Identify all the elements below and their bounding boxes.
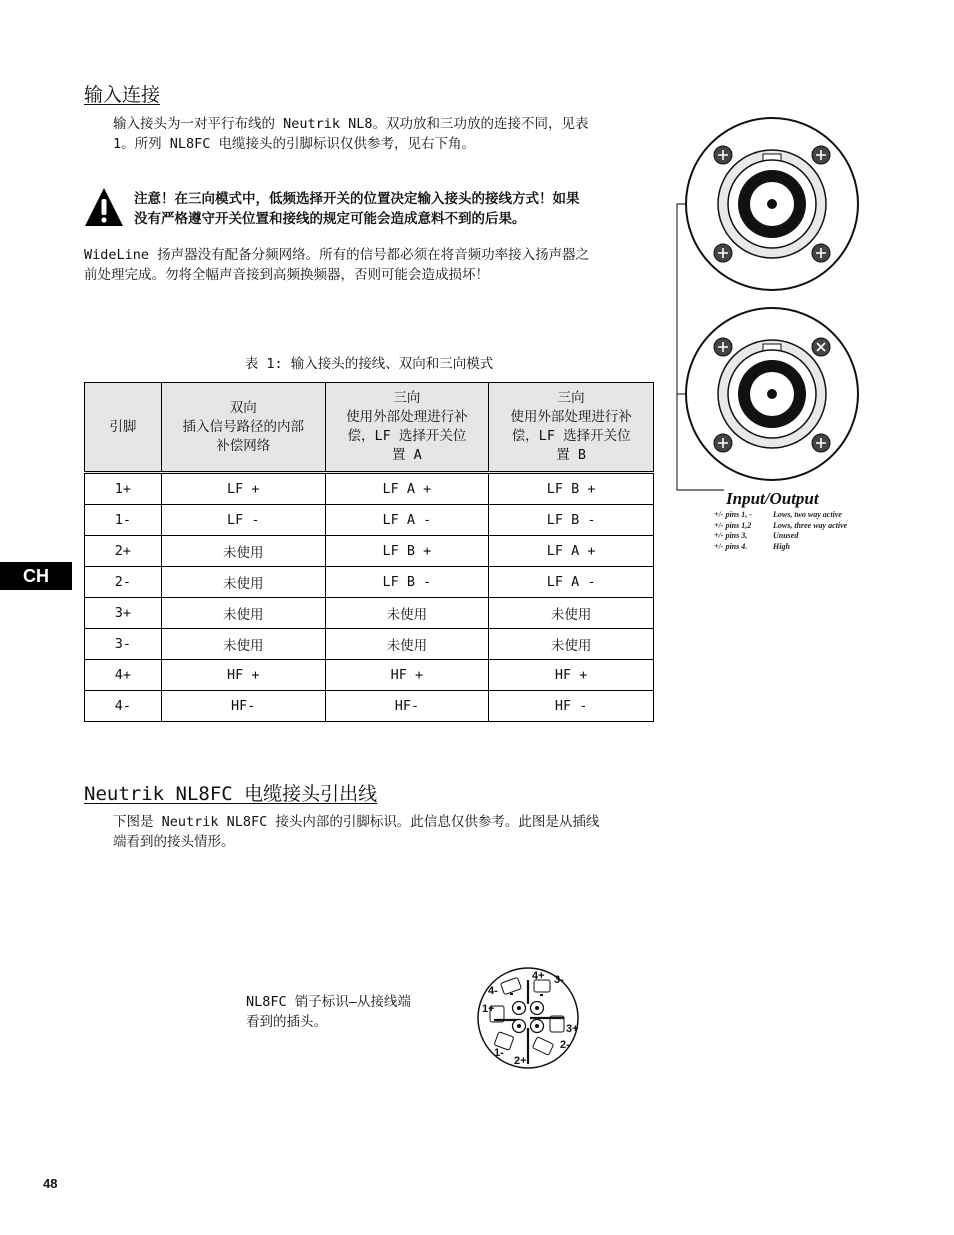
nl8fc-paragraph	[113, 812, 673, 852]
pin-label: 1+	[482, 1003, 495, 1015]
wideline-line-2: 前处理完成。勿将全幅声音接到高频换频器，否则可能会造成损坏！	[84, 267, 489, 283]
intro-line-2: 1。所列 NL8FC 电缆接头的引脚标识仅供参考，见右下角。	[113, 136, 476, 152]
intro-paragraph	[113, 114, 673, 154]
table-row: 4- HF- HF- HF -	[85, 691, 654, 722]
table-row: 4+ HF + HF + HF +	[85, 660, 654, 691]
pin-label: 4-	[488, 985, 498, 997]
table-row: 2- 未使用 LF B - LF A -	[85, 567, 654, 598]
table-row: 1+ LF + LF A + LF B +	[85, 473, 654, 505]
table-row: 2+ 未使用 LF B + LF A +	[85, 536, 654, 567]
intro-line-1: 输入接头为一对平行布线的 Neutrik NL8。双功放和三功放的连接不同，见表	[113, 116, 589, 132]
pinout-caption	[246, 992, 456, 1032]
warning-text	[134, 189, 674, 229]
warning-line-2: 没有严格遵守开关位置和接线的规定可能会造成意料不到的后果。	[134, 211, 526, 227]
warning-icon	[83, 186, 125, 228]
speakon-connector-top	[686, 118, 858, 290]
pin-legend	[714, 510, 894, 552]
table-header-row	[85, 383, 654, 473]
nl8fc-line-2: 端看到的接头情形。	[113, 834, 235, 850]
legend-row: +/- pins 3, Unused	[714, 531, 799, 540]
wideline-line-1: WideLine 扬声器没有配备分频网络。所有的信号都必须在将音频功率接入扬声器之	[84, 247, 590, 263]
io-title: Input/Output	[726, 489, 819, 508]
pin-label: 2-	[560, 1039, 570, 1051]
section-title-nl8fc: Neutrik NL8FC 电缆接头引出线	[84, 783, 378, 805]
header-three-way-b: 三向 使用外部处理进行补 偿，LF 选择开关位 置 B	[489, 383, 654, 473]
legend-row: +/- pins 1,2 Lows, three way active	[714, 520, 848, 530]
legend-row: +/- pins 1, - Lows, two way active	[714, 510, 842, 519]
page-number: 48	[43, 1176, 58, 1191]
pin-label: 3-	[554, 974, 564, 986]
nl8fc-pinout-drawing	[470, 964, 586, 1072]
wiring-table	[84, 382, 654, 722]
header-two-way: 双向 插入信号路径的内部 补偿网络	[161, 383, 325, 473]
section-title-input-connection: 输入连接	[84, 84, 161, 106]
header-pin: 引脚	[85, 383, 162, 473]
table-caption: 表 1: 输入接头的接线、双向和三向模式	[244, 356, 494, 372]
pin-label: 3+	[566, 1023, 579, 1035]
legend-row: +/- pins 4. High	[714, 541, 790, 551]
connector-panel-drawing	[672, 112, 864, 497]
pinout-caption-line-2: 看到的插头。	[246, 1014, 327, 1030]
table-row: 3- 未使用 未使用 未使用	[85, 629, 654, 660]
pin-label: 1-	[494, 1047, 504, 1059]
pin-label: 4+	[532, 970, 545, 982]
table-row: 1- LF - LF A - LF B -	[85, 505, 654, 536]
pin-label: 2+	[514, 1055, 527, 1067]
wideline-paragraph	[84, 245, 674, 285]
header-three-way-a: 三向 使用外部处理进行补 偿，LF 选择开关位 置 A	[325, 383, 489, 473]
table-row: 3+ 未使用 未使用 未使用	[85, 598, 654, 629]
speakon-connector-bottom	[686, 308, 858, 480]
language-tab: CH	[0, 562, 72, 590]
pinout-caption-line-1: NL8FC 销子标识—从接线端	[246, 994, 411, 1010]
warning-line-1: 注意！在三向模式中，低频选择开关的位置决定输入接头的接线方式！如果	[134, 191, 580, 207]
nl8fc-line-1: 下图是 Neutrik NL8FC 接头内部的引脚标识。此信息仅供参考。此图是从插线	[113, 814, 600, 830]
